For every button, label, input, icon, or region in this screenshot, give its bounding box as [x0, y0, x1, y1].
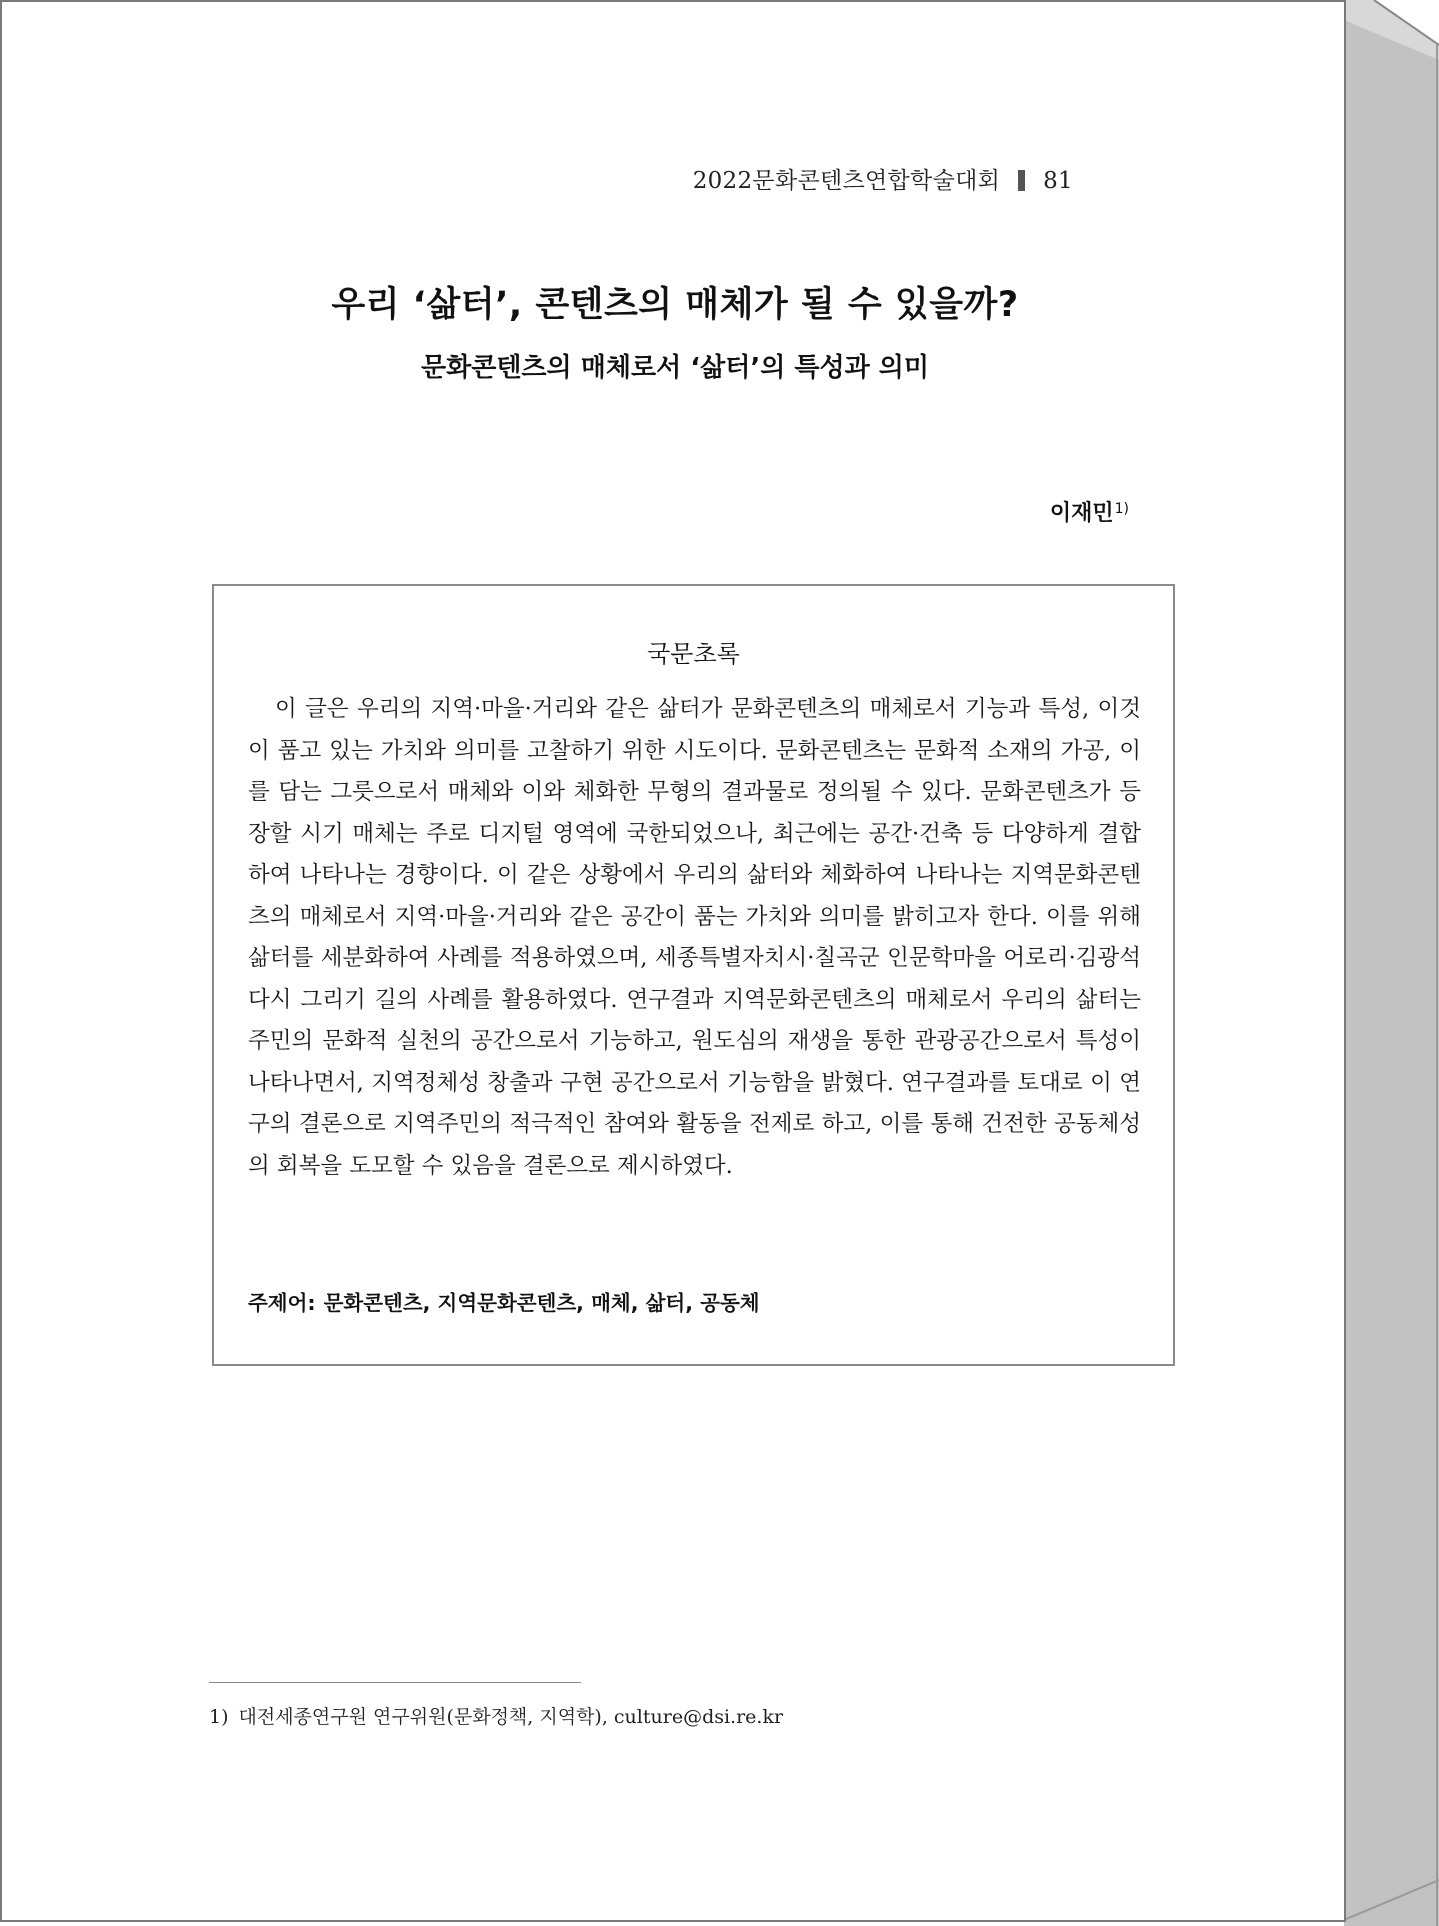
footnote-text: 대전세종연구원 연구위원(문화정책, 지역학), culture@dsi.re.kr: [238, 1706, 784, 1728]
paper-subtitle: 문화콘텐츠의 매체로서 ‘삶터’의 특성과 의미: [420, 353, 930, 383]
author: [1050, 496, 1129, 527]
keywords: [248, 1286, 760, 1316]
author-name: 이재민: [1049, 501, 1114, 526]
book-page-edge: [1344, 0, 1439, 1926]
footnote-divider: [209, 1682, 581, 1683]
abstract-body: 이 글은 우리의 지역·마을·거리와 같은 삶터가 문화콘텐츠의 매체로서 기능과 특성, 이것이 품고 있는 가치와 의미를 고찰하기 위한 시도이다. 문화콘텐츠는 문화적 소재의 가공, 이를 담는 그릇으로서 매체와 이와 체화한 무형의 결과물로 정의될 수 있다. 문화콘텐츠가 등장할 시기 매체는 주로 디지털 영역에 국한되었으나, 최근에는 공간·건축 등 다양하게 결합하여 나타나는 경향이다. 이 같은 상황에서 우리의 삶터와 체화하여 나타나는 지역문화콘텐츠의 매체로서 지역·마을·거리와 같은 공간이 품는 가치와 의미를 밝히고자 한다. 이를 위해 삶터를 세분화하여 사례를 적용하였으며, 세종특별자치시·칠곡군 인문학마을 어로리·김광석 다시 그리기 길의 사례를 활용하였다. 연구결과 지역문화콘텐츠의 매체로서 우리의 삶터는 주민의 문화적 실천의 공간으로서 기능하고, 원도심의 재생을 통한 관광공간으로서 특성이 나타나면서, 지역정체성 창출과 구현 공간으로서 기능함을 밝혔다. 연구결과를 토대로 이 연구의 결론으로 지역주민의 적극적인 참여와 활동을 전제로 하고, 이를 통해 건전한 공동체성의 회복을 도모할 수 있음을 결론으로 제시하였다.: [248, 696, 1141, 1179]
author-footnote-mark: 1): [1114, 501, 1129, 517]
keywords-label: 주제어:: [248, 1291, 316, 1315]
abstract-heading: 국문초록: [647, 640, 740, 668]
header-separator-bar: [1018, 170, 1025, 191]
keywords-list: 문화콘텐츠, 지역문화콘텐츠, 매체, 삶터, 공동체: [323, 1291, 760, 1315]
running-header: [693, 162, 1073, 195]
paper-title: 우리 ‘삶터’, 콘텐츠의 매체가 될 수 있을까?: [331, 285, 1019, 325]
conference-name: 2022문화콘텐츠연합학술대회: [692, 168, 1001, 194]
abstract-box: [212, 584, 1175, 1366]
footnote: [209, 1702, 783, 1729]
page-number: 81: [1043, 168, 1073, 194]
footnote-number: 1): [209, 1706, 229, 1728]
